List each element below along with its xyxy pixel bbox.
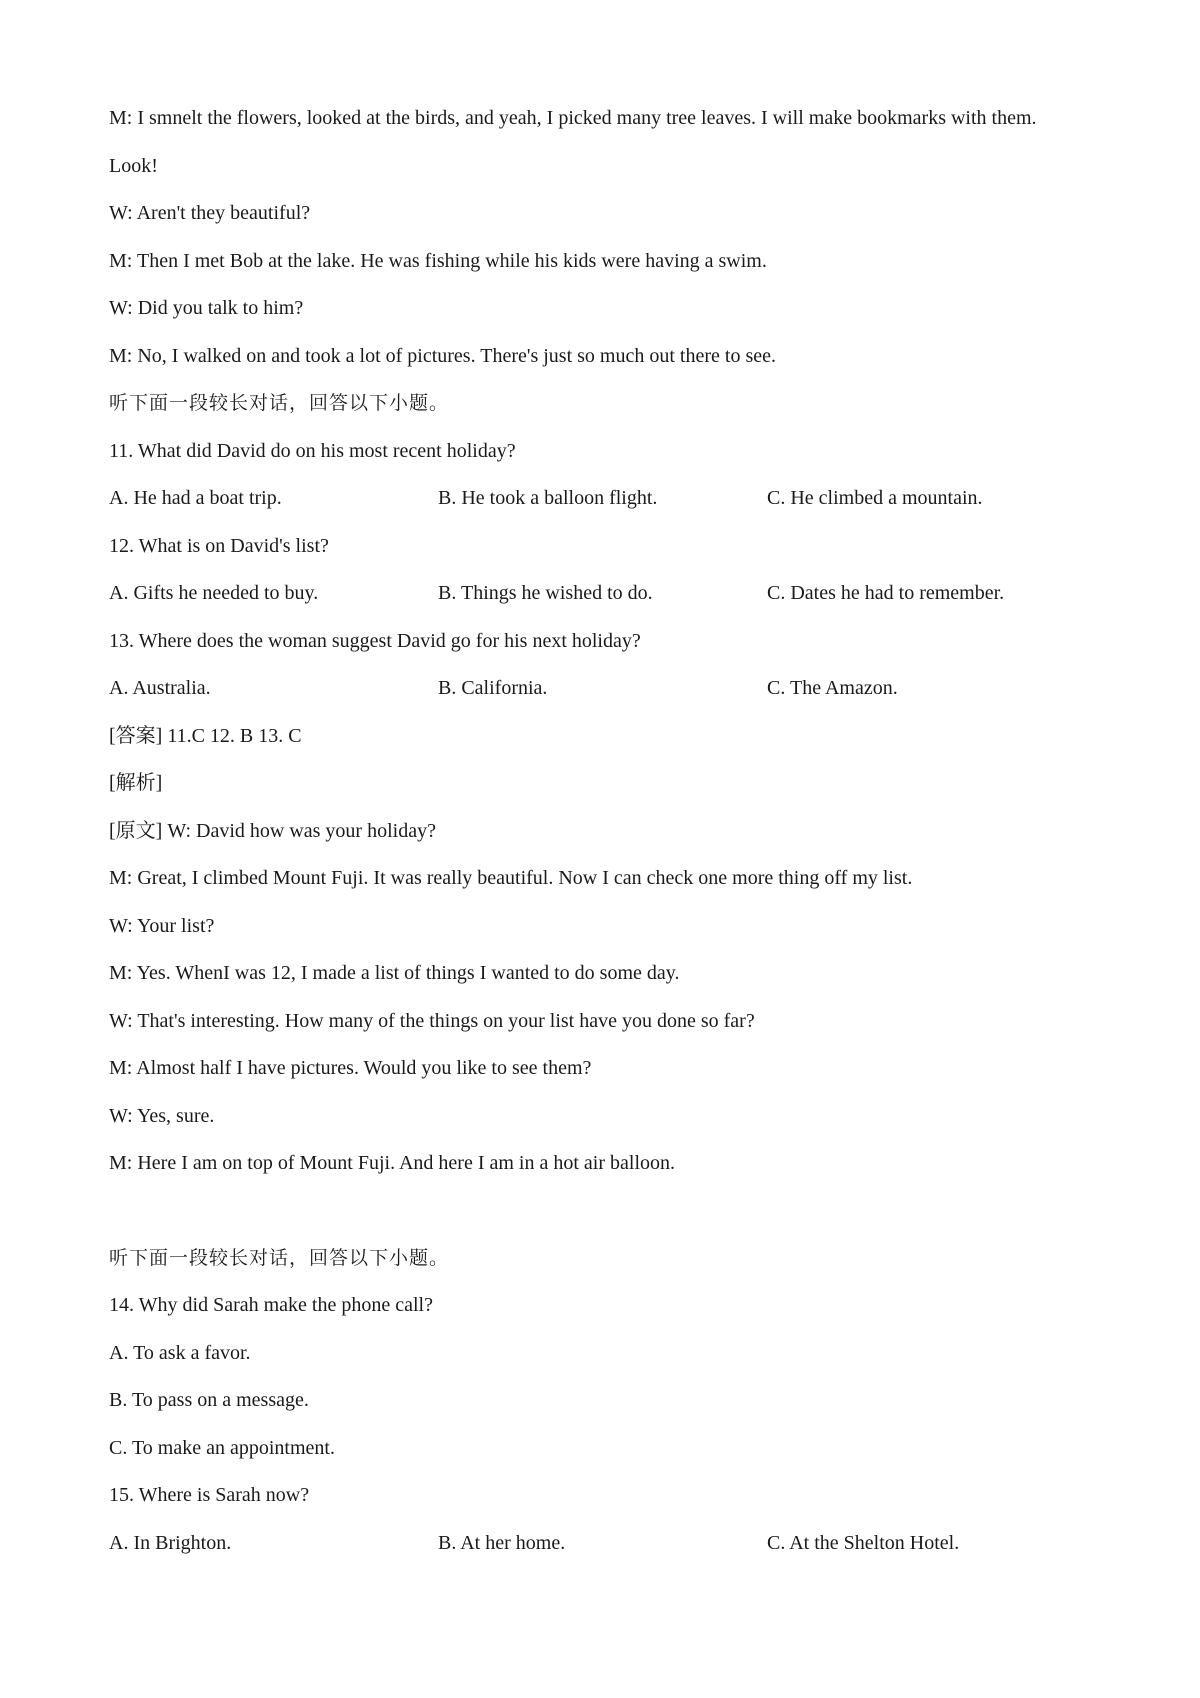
question-15: 15. Where is Sarah now? [109,1484,310,1506]
option-12-b: B. Things he wished to do. [438,582,653,604]
option-14-b: B. To pass on a message. [109,1389,309,1411]
section-instruction: 听下面一段较长对话，回答以下小题。 [109,392,450,414]
transcript-line: M: Yes. WhenI was 12, I made a list of things I wanted to do some day. [109,962,680,984]
dialogue-line: M: No, I walked on and took a lot of pictures. There's just so much out there to see. [109,344,776,367]
options-12 [109,570,1119,618]
analysis-label: [解析] [109,772,163,794]
transcript-line: [原文] W: David how was your holiday? [109,819,436,842]
dialogue-line: Look! [109,154,158,177]
option-11-a: A. He had a boat trip. [109,487,282,509]
options-11 [109,475,1119,523]
option-12-a: A. Gifts he needed to buy. [109,582,319,604]
options-15 [109,1520,1119,1568]
question-12: 12. What is on David's list? [109,534,329,557]
transcript-line: W: Yes, sure. [109,1104,215,1127]
option-15-b: B. At her home. [438,1531,566,1554]
option-13-c: C. The Amazon. [767,677,898,699]
option-14-a: A. To ask a favor. [109,1341,251,1364]
transcript-line: W: Your list? [109,914,215,937]
question-14: 14. Why did Sarah make the phone call? [109,1294,433,1316]
dialogue-line: M: Then I met Bob at the lake. He was fishing while his kids were having a swim. [109,249,767,272]
question-11: 11. What did David do on his most recent holiday? [109,439,516,462]
option-11-c: C. He climbed a mountain. [767,487,983,509]
option-14-c: C. To make an appointment. [109,1436,335,1459]
transcript-line: M: Here I am on top of Mount Fuji. And here I am in a hot air balloon. [109,1152,676,1174]
option-13-b: B. California. [438,677,548,699]
transcript-line: M: Great, I climbed Mount Fuji. It was really beautiful. Now I can check one more thing off my list. [109,867,913,889]
options-13 [109,665,1119,713]
option-13-a: A. Australia. [109,677,211,699]
question-13: 13. Where does the woman suggest David go for his next holiday? [109,629,641,652]
option-12-c: C. Dates he had to remember. [767,582,1005,604]
dialogue-line: W: Did you talk to him? [109,297,304,319]
option-11-b: B. He took a balloon flight. [438,487,658,509]
transcript-line: M: Almost half I have pictures. Would you like to see them? [109,1057,592,1079]
transcript-line: W: That's interesting. How many of the things on your list have you done so far? [109,1009,755,1032]
section-instruction: 听下面一段较长对话，回答以下小题。 [109,1246,450,1269]
option-15-a: A. In Brighton. [109,1531,232,1554]
answer-key: [答案] 11.C 12. B 13. C [109,724,302,747]
option-15-c: C. At the Shelton Hotel. [767,1531,960,1554]
dialogue-line: M: I smnelt the flowers, looked at the birds, and yeah, I picked many tree leaves. I will make bookmarks with them. [109,107,1037,129]
blank-spacer [109,1188,1119,1235]
document-page [109,95,1119,1567]
dialogue-line: W: Aren't they beautiful? [109,202,311,224]
